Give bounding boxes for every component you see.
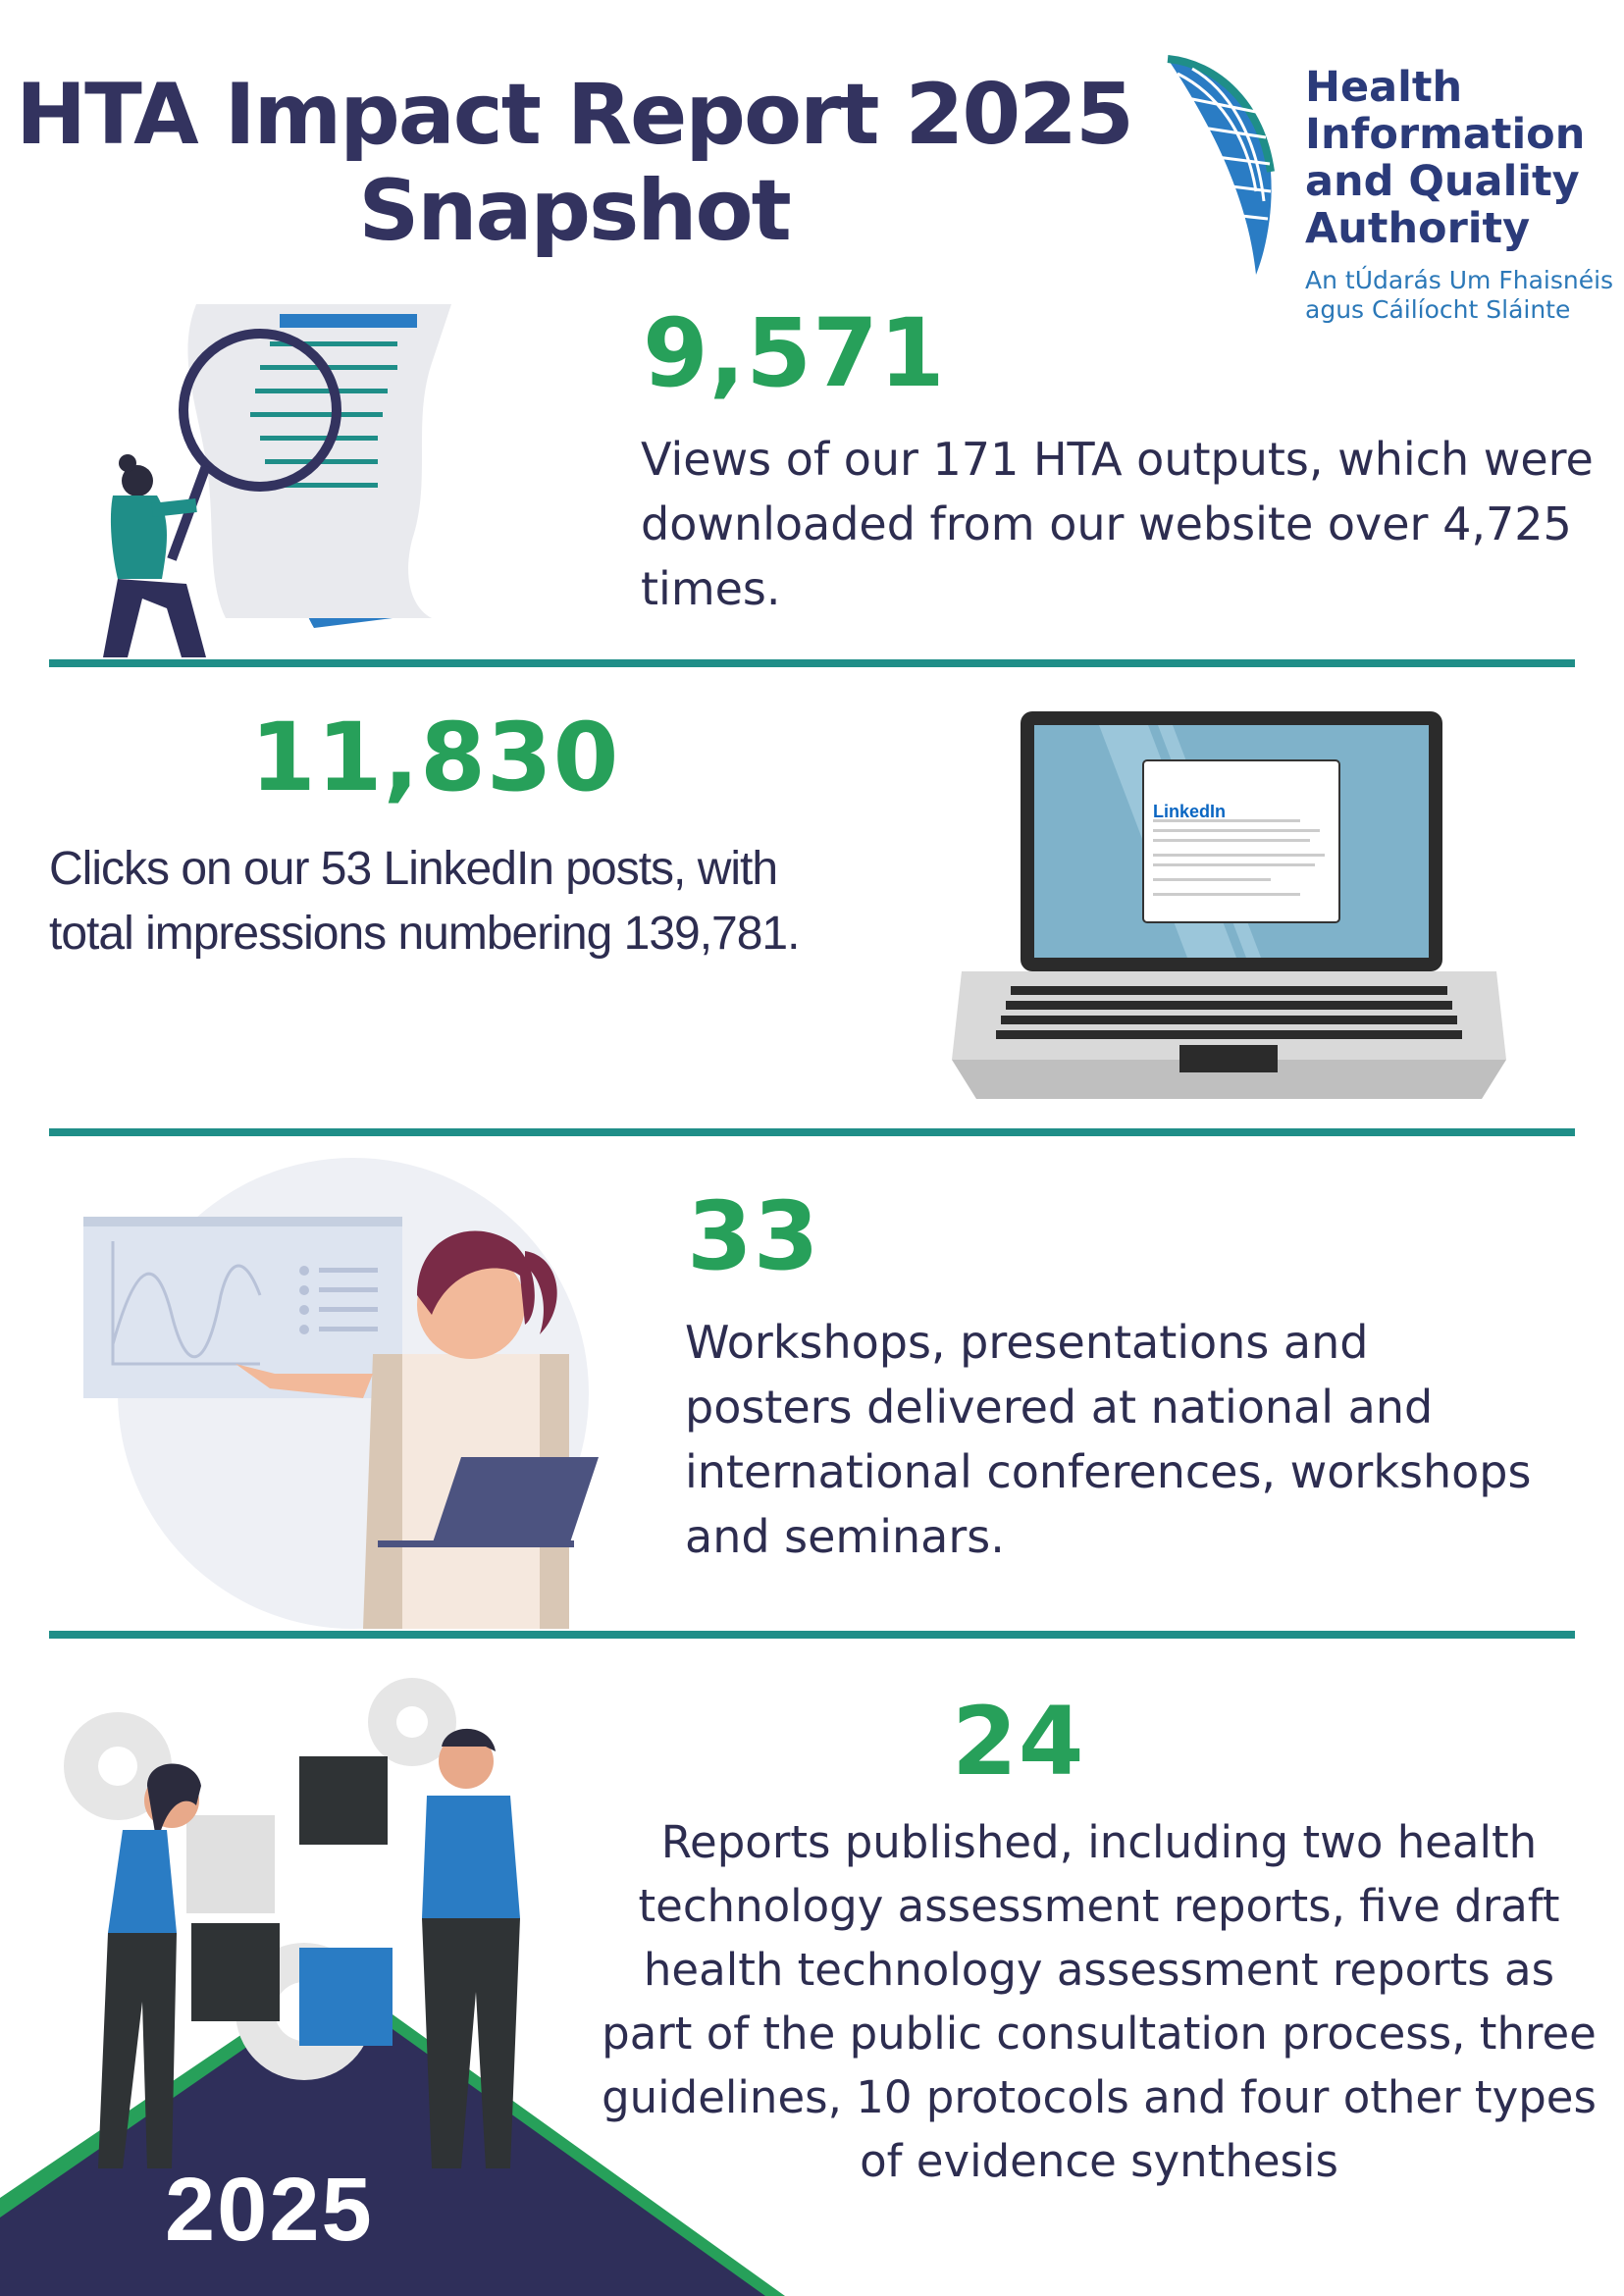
laptop-linkedin-illustration xyxy=(952,711,1506,1099)
hiqa-logo xyxy=(1158,54,1619,339)
page-subtitle: Snapshot xyxy=(358,162,790,260)
magnifier-document-illustration xyxy=(59,285,491,667)
logo-name-line-2: Information xyxy=(1305,110,1586,159)
section-divider-3 xyxy=(49,1631,1575,1639)
presenter-chart-illustration xyxy=(79,1168,628,1629)
stat-workshops: 33 xyxy=(687,1181,820,1291)
stat-views-description: Views of our 171 HTA outputs, which were downloaded from our website over 4,725 times. xyxy=(641,433,1594,615)
stat-clicks-description: Clicks on our 53 LinkedIn posts, with total impressions numbering 139,781. xyxy=(49,843,800,960)
logo-name-line-1: Health xyxy=(1305,63,1463,112)
stat-clicks: 11,830 xyxy=(250,703,620,812)
stat-reports-description: Reports published, including two health technology assessment reports, five draft health technology assessment reports as part of the public consultation process, three guidelines, 10 protocols and four other types of evidence synthesis xyxy=(602,1816,1597,2187)
logo-name-line-4: Authority xyxy=(1305,204,1531,253)
linkedin-logo: LinkedIn xyxy=(1153,802,1227,821)
page-title: HTA Impact Report 2025 xyxy=(16,66,1132,164)
logo-irish-line-2: agus Cáilíocht Sláinte xyxy=(1305,295,1571,324)
stat-workshops-description: Workshops, presentations and posters delivered at national and international conferences, workshops and seminars. xyxy=(685,1316,1532,1563)
year-badge: 2025 xyxy=(165,2160,374,2260)
section-divider-2 xyxy=(49,1128,1575,1136)
stat-reports: 24 xyxy=(952,1687,1085,1797)
section-divider-1 xyxy=(49,659,1575,667)
logo-irish-line-1: An tÚdarás Um Fhaisnéis xyxy=(1305,266,1614,294)
hiqa-logo-icon xyxy=(1158,54,1285,280)
logo-name-line-3: and Quality xyxy=(1305,157,1580,206)
stat-views: 9,571 xyxy=(643,298,946,408)
